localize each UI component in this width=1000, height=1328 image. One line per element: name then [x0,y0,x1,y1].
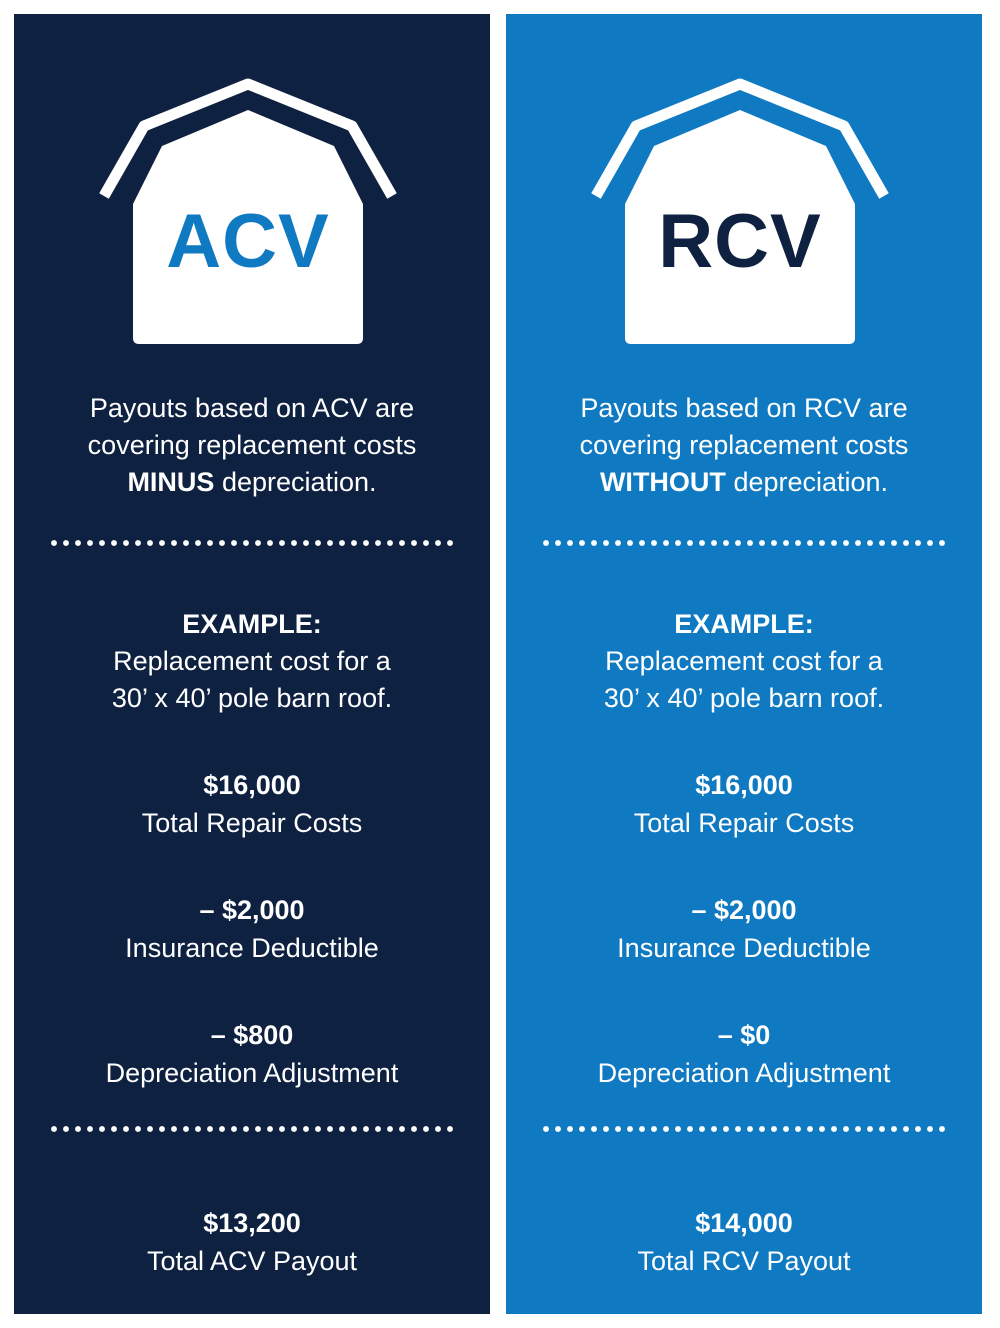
item-label: Total Repair Costs [141,808,363,838]
rcv-deductible [526,891,962,967]
rcv-total-payout [526,1204,962,1280]
description-line: covering replacement costs [579,430,909,460]
acv-badge-label: ACV [166,199,330,284]
dotted-divider [48,1126,456,1132]
item-amount: $13,200 [203,1208,301,1238]
description-emphasis: MINUS [127,467,215,497]
dotted-divider [540,540,948,546]
acv-total-payout [34,1204,470,1280]
description-line: Payouts based on ACV are [89,393,415,423]
rcv-description [526,390,962,501]
description-line [526,464,962,501]
item-amount: – $2,000 [199,895,305,925]
description-rest: depreciation. [725,467,889,497]
barn-icon [98,76,398,346]
item-amount: $16,000 [695,770,793,800]
description-line [34,464,470,501]
acv-deductible [34,891,470,967]
item-amount: – $0 [717,1020,771,1050]
example-heading: EXAMPLE: [182,609,322,639]
rcv-depreciation [526,1016,962,1092]
rcv-example [526,606,962,717]
example-line: Replacement cost for a [605,646,883,676]
item-label: Insurance Deductible [125,933,379,963]
item-amount: – $2,000 [691,895,797,925]
item-amount: $16,000 [203,770,301,800]
item-label: Depreciation Adjustment [597,1058,891,1088]
example-line: 30’ x 40’ pole barn roof. [111,683,393,713]
description-line: covering replacement costs [87,430,417,460]
item-label: Total RCV Payout [637,1246,851,1276]
item-amount: – $800 [210,1020,294,1050]
dotted-divider [48,540,456,546]
acv-depreciation [34,1016,470,1092]
item-label: Total Repair Costs [633,808,855,838]
example-line: Replacement cost for a [113,646,391,676]
item-label: Insurance Deductible [617,933,871,963]
item-label: Total ACV Payout [146,1246,358,1276]
item-label: Depreciation Adjustment [105,1058,399,1088]
acv-panel [14,14,490,1314]
description-emphasis: WITHOUT [599,467,726,497]
dotted-divider [540,1126,948,1132]
example-heading: EXAMPLE: [674,609,814,639]
rcv-repair-costs [526,766,962,842]
acv-example [34,606,470,717]
item-amount: $14,000 [695,1208,793,1238]
barn-icon [590,76,890,346]
acv-description [34,390,470,501]
rcv-panel [506,14,982,1314]
description-line: Payouts based on RCV are [580,393,908,423]
acv-repair-costs [34,766,470,842]
description-rest: depreciation. [214,467,377,497]
example-line: 30’ x 40’ pole barn roof. [603,683,885,713]
rcv-badge-label: RCV [658,199,822,284]
